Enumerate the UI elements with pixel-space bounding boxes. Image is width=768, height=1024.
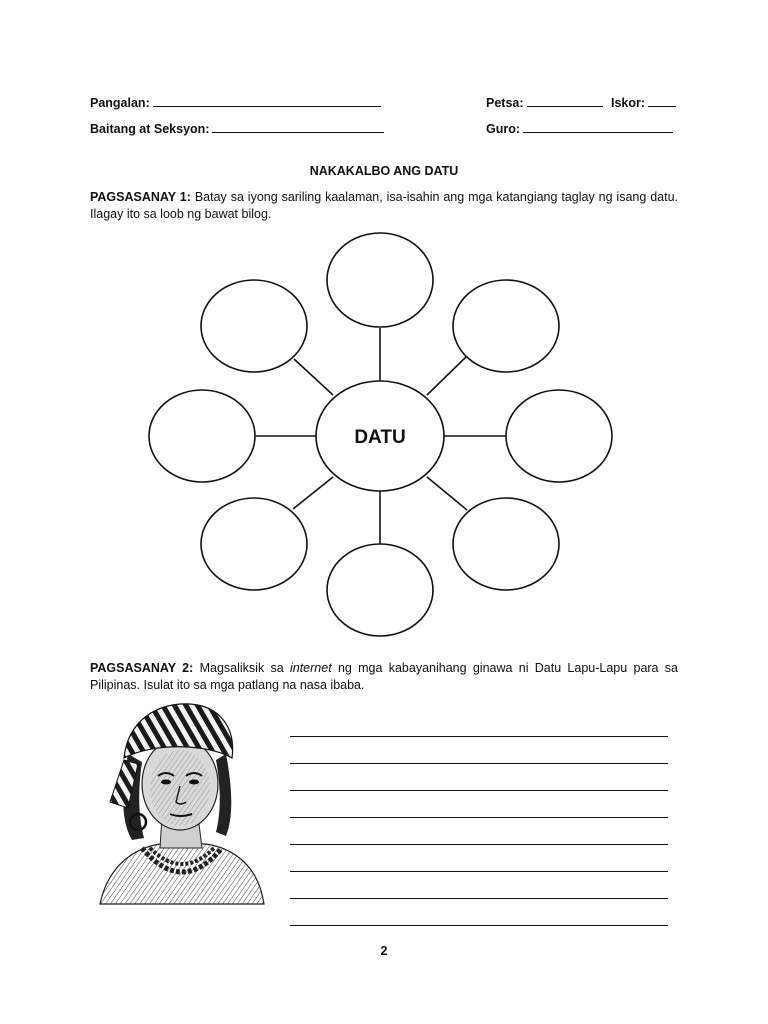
- teacher-label: Guro:: [486, 122, 521, 136]
- center-label: DATU: [354, 427, 406, 448]
- answer-circle-right[interactable]: [506, 390, 612, 482]
- name-label: Pangalan:: [90, 96, 150, 110]
- answer-circle-top-right[interactable]: [453, 280, 559, 372]
- spoke-bottom-left: [293, 477, 333, 509]
- exercise-2-text-after: ng mga kabayanihang ginawa ni Datu Lapu-Lapu para sa Pilipinas. Isulat ito sa mga patlang na nasa ibaba.: [90, 661, 678, 692]
- answer-line[interactable]: [290, 764, 668, 791]
- date-label: Petsa:: [486, 96, 524, 110]
- answer-circle-top[interactable]: [327, 233, 433, 327]
- answer-lines: [290, 710, 668, 926]
- answer-circle-top-left[interactable]: [201, 280, 307, 372]
- answer-line[interactable]: [290, 845, 668, 872]
- exercise-2-label: PAGSASANAY 2:: [90, 661, 194, 675]
- answer-circle-bottom-left[interactable]: [201, 498, 307, 590]
- answer-circle-left[interactable]: [149, 390, 255, 482]
- page-number: 2: [380, 944, 388, 958]
- section-label: Baitang at Seksyon:: [90, 122, 210, 136]
- score-label: Iskor:: [611, 96, 646, 110]
- exercise-2-text-before: Magsaliksik sa: [199, 661, 290, 675]
- answer-line[interactable]: [290, 872, 668, 899]
- answer-line[interactable]: [290, 710, 668, 737]
- answer-line[interactable]: [290, 818, 668, 845]
- exercise-1-text: Batay sa iyong sariling kaalaman, isa-isahin ang mga katangiang taglay ng isang datu. Ilagay ito sa loob ng bawat bilog.: [90, 190, 678, 221]
- exercise-1-label: PAGSASANAY 1:: [90, 190, 191, 204]
- worksheet-title: NAKAKALBO ANG DATU: [309, 164, 459, 178]
- exercise-2-instructions: [90, 660, 678, 694]
- answer-line[interactable]: [290, 737, 668, 764]
- spoke-top-left: [294, 359, 333, 395]
- exercise-2-text-emphasis: internet: [289, 661, 332, 675]
- spoke-bottom-right: [427, 477, 467, 510]
- lapu-lapu-portrait: [98, 698, 266, 914]
- answer-line[interactable]: [290, 899, 668, 926]
- answer-circle-bottom[interactable]: [327, 544, 433, 636]
- spoke-top-right: [427, 356, 467, 395]
- answer-circle-bottom-right[interactable]: [453, 498, 559, 590]
- answer-line[interactable]: [290, 791, 668, 818]
